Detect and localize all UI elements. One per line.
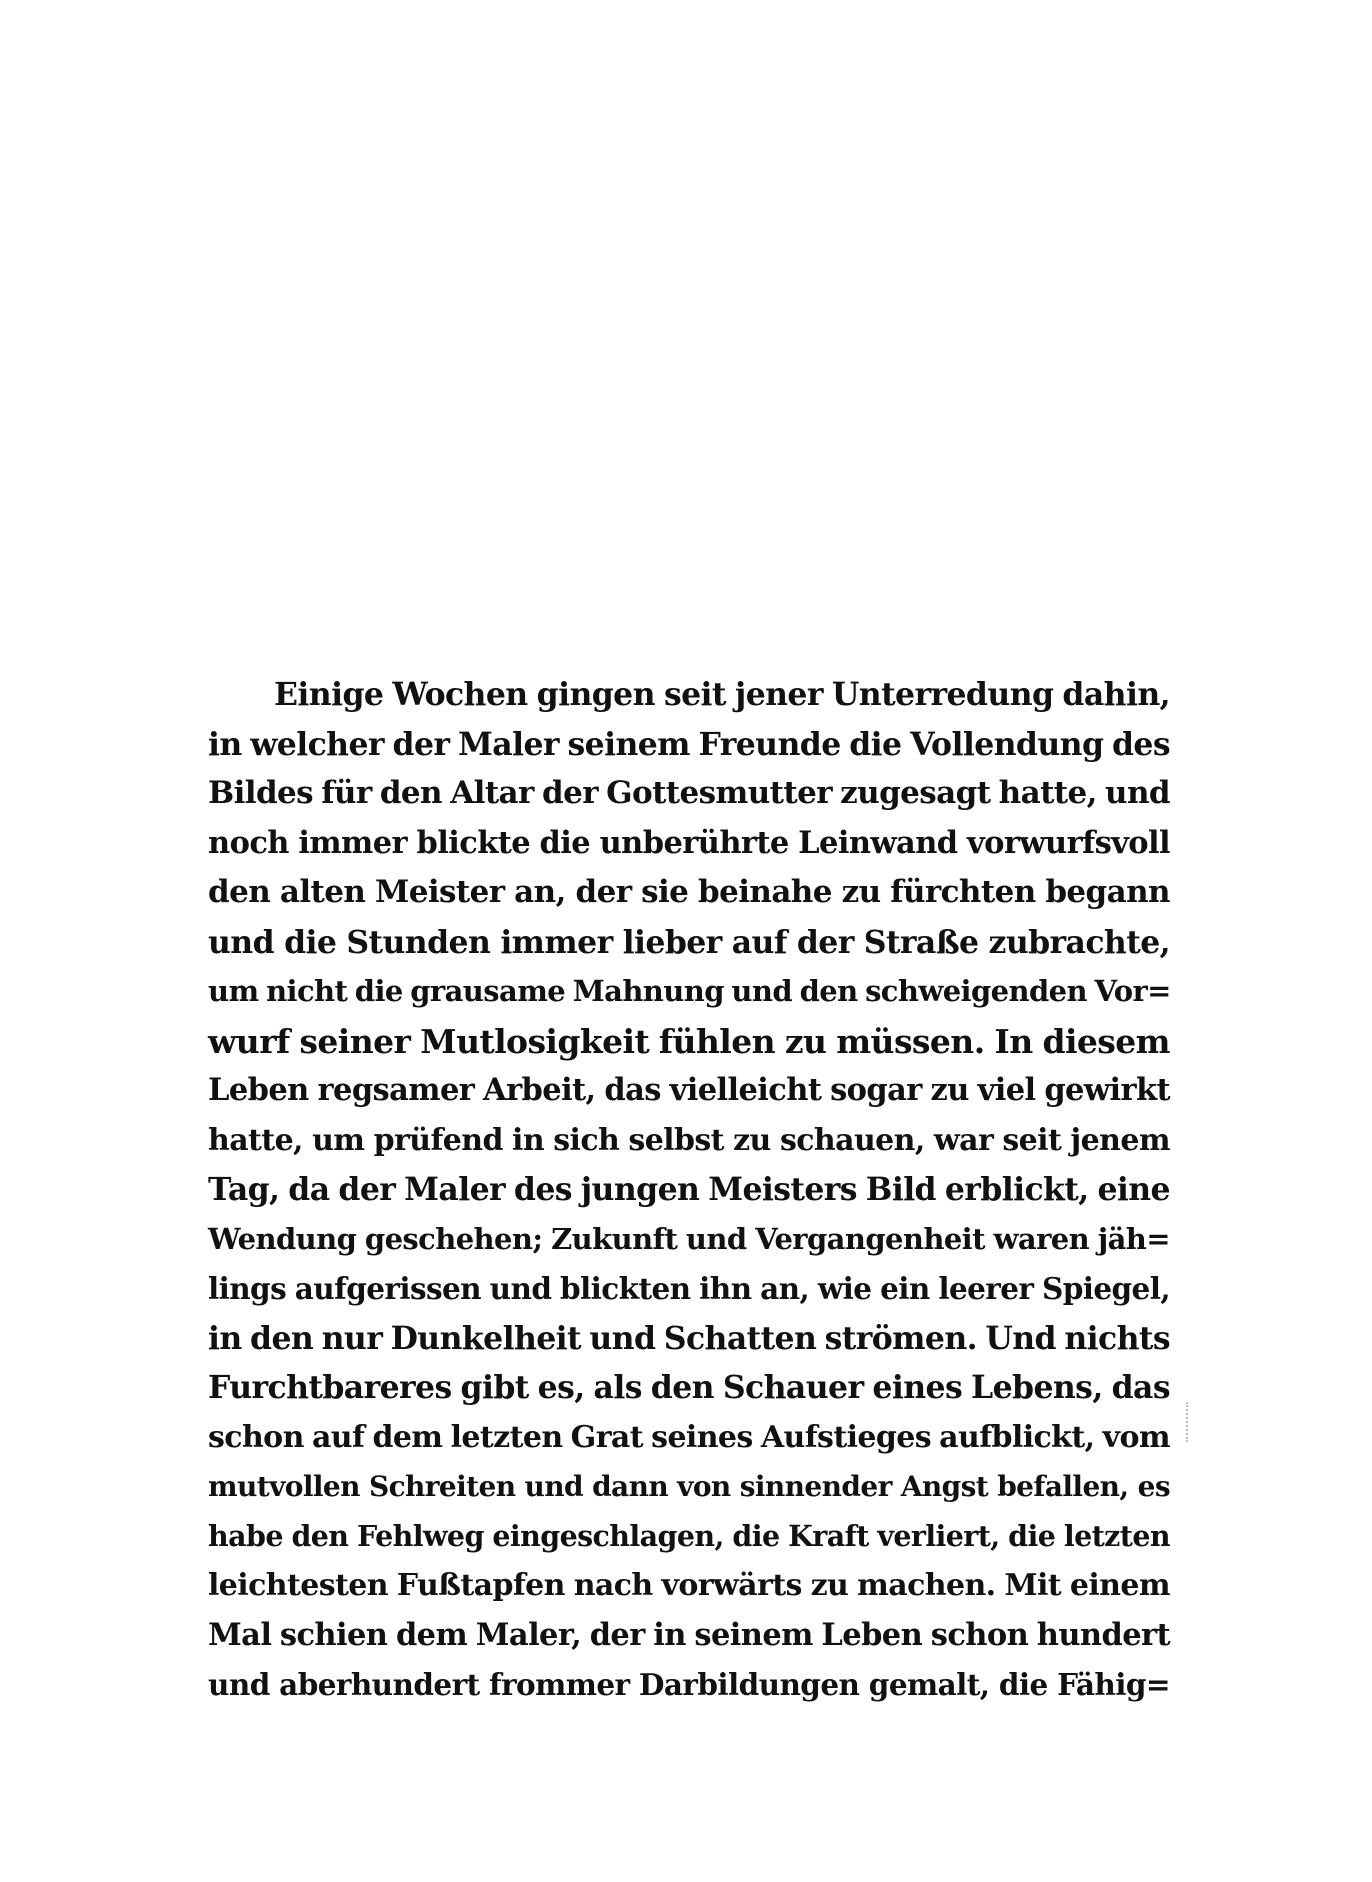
text-line: um nicht die grausame Mahnung und den schweigenden Vor=: [208, 974, 1171, 1008]
text-line: lings aufgerissen und blickten ihn an, wie ein leerer Spiegel,: [208, 1271, 1170, 1306]
text-line: Wendung geschehen; Zukunft und Vergangenheit waren jäh=: [208, 1221, 1170, 1256]
text-line: Bildes für den Altar der Gottesmutter zugesagt hatte, und: [208, 775, 1170, 811]
text-line: und die Stunden immer lieber auf der Straße zubrachte,: [208, 923, 1170, 961]
text-line: habe den Fehlweg eingeschlagen, die Kraft verliert, die letzten: [208, 1518, 1170, 1553]
text-line: in welcher der Maler seinem Freunde die Vollendung des: [208, 725, 1170, 763]
text-line: hatte, um prüfend in sich selbst zu schauen, war seit jenem: [208, 1122, 1170, 1158]
text-line: wurf seiner Mutlosigkeit fühlen zu müssen. In diesem: [208, 1021, 1170, 1061]
text-line: schon auf dem letzten Grat seines Aufstieges aufblickt, vom: [208, 1419, 1170, 1455]
text-line: in den nur Dunkelheit und Schatten strömen. Und nichts: [208, 1319, 1170, 1357]
text-line: Tag, da der Maler des jungen Meisters Bild erblickt, eine: [208, 1171, 1170, 1208]
text-line: mutvollen Schreiten und dann von sinnender Angst befallen, es: [208, 1470, 1170, 1503]
text-line: Mal schien dem Maler, der in seinem Leben schon hundert: [208, 1616, 1170, 1653]
margin-scan-artifact: [1186, 1402, 1191, 1442]
text-line: und aberhundert frommer Darbildungen gemalt, die Fähig=: [208, 1667, 1170, 1702]
text-line: leichtesten Fußtapfen nach vorwärts zu machen. Mit einem: [208, 1568, 1170, 1603]
text-line: noch immer blickte die unberührte Leinwand vorwurfsvoll: [208, 824, 1170, 861]
paragraph: [208, 670, 1170, 1710]
text-line: den alten Meister an, der sie beinahe zu fürchten begann: [208, 874, 1170, 910]
text-line: Furchtbareres gibt es, als den Schauer eines Lebens, das: [208, 1369, 1170, 1406]
text-line: Einige Wochen gingen seit jener Unterredung dahin,: [274, 676, 1170, 713]
text-line: Leben regsamer Arbeit, das vielleicht sogar zu viel gewirkt: [208, 1072, 1170, 1108]
